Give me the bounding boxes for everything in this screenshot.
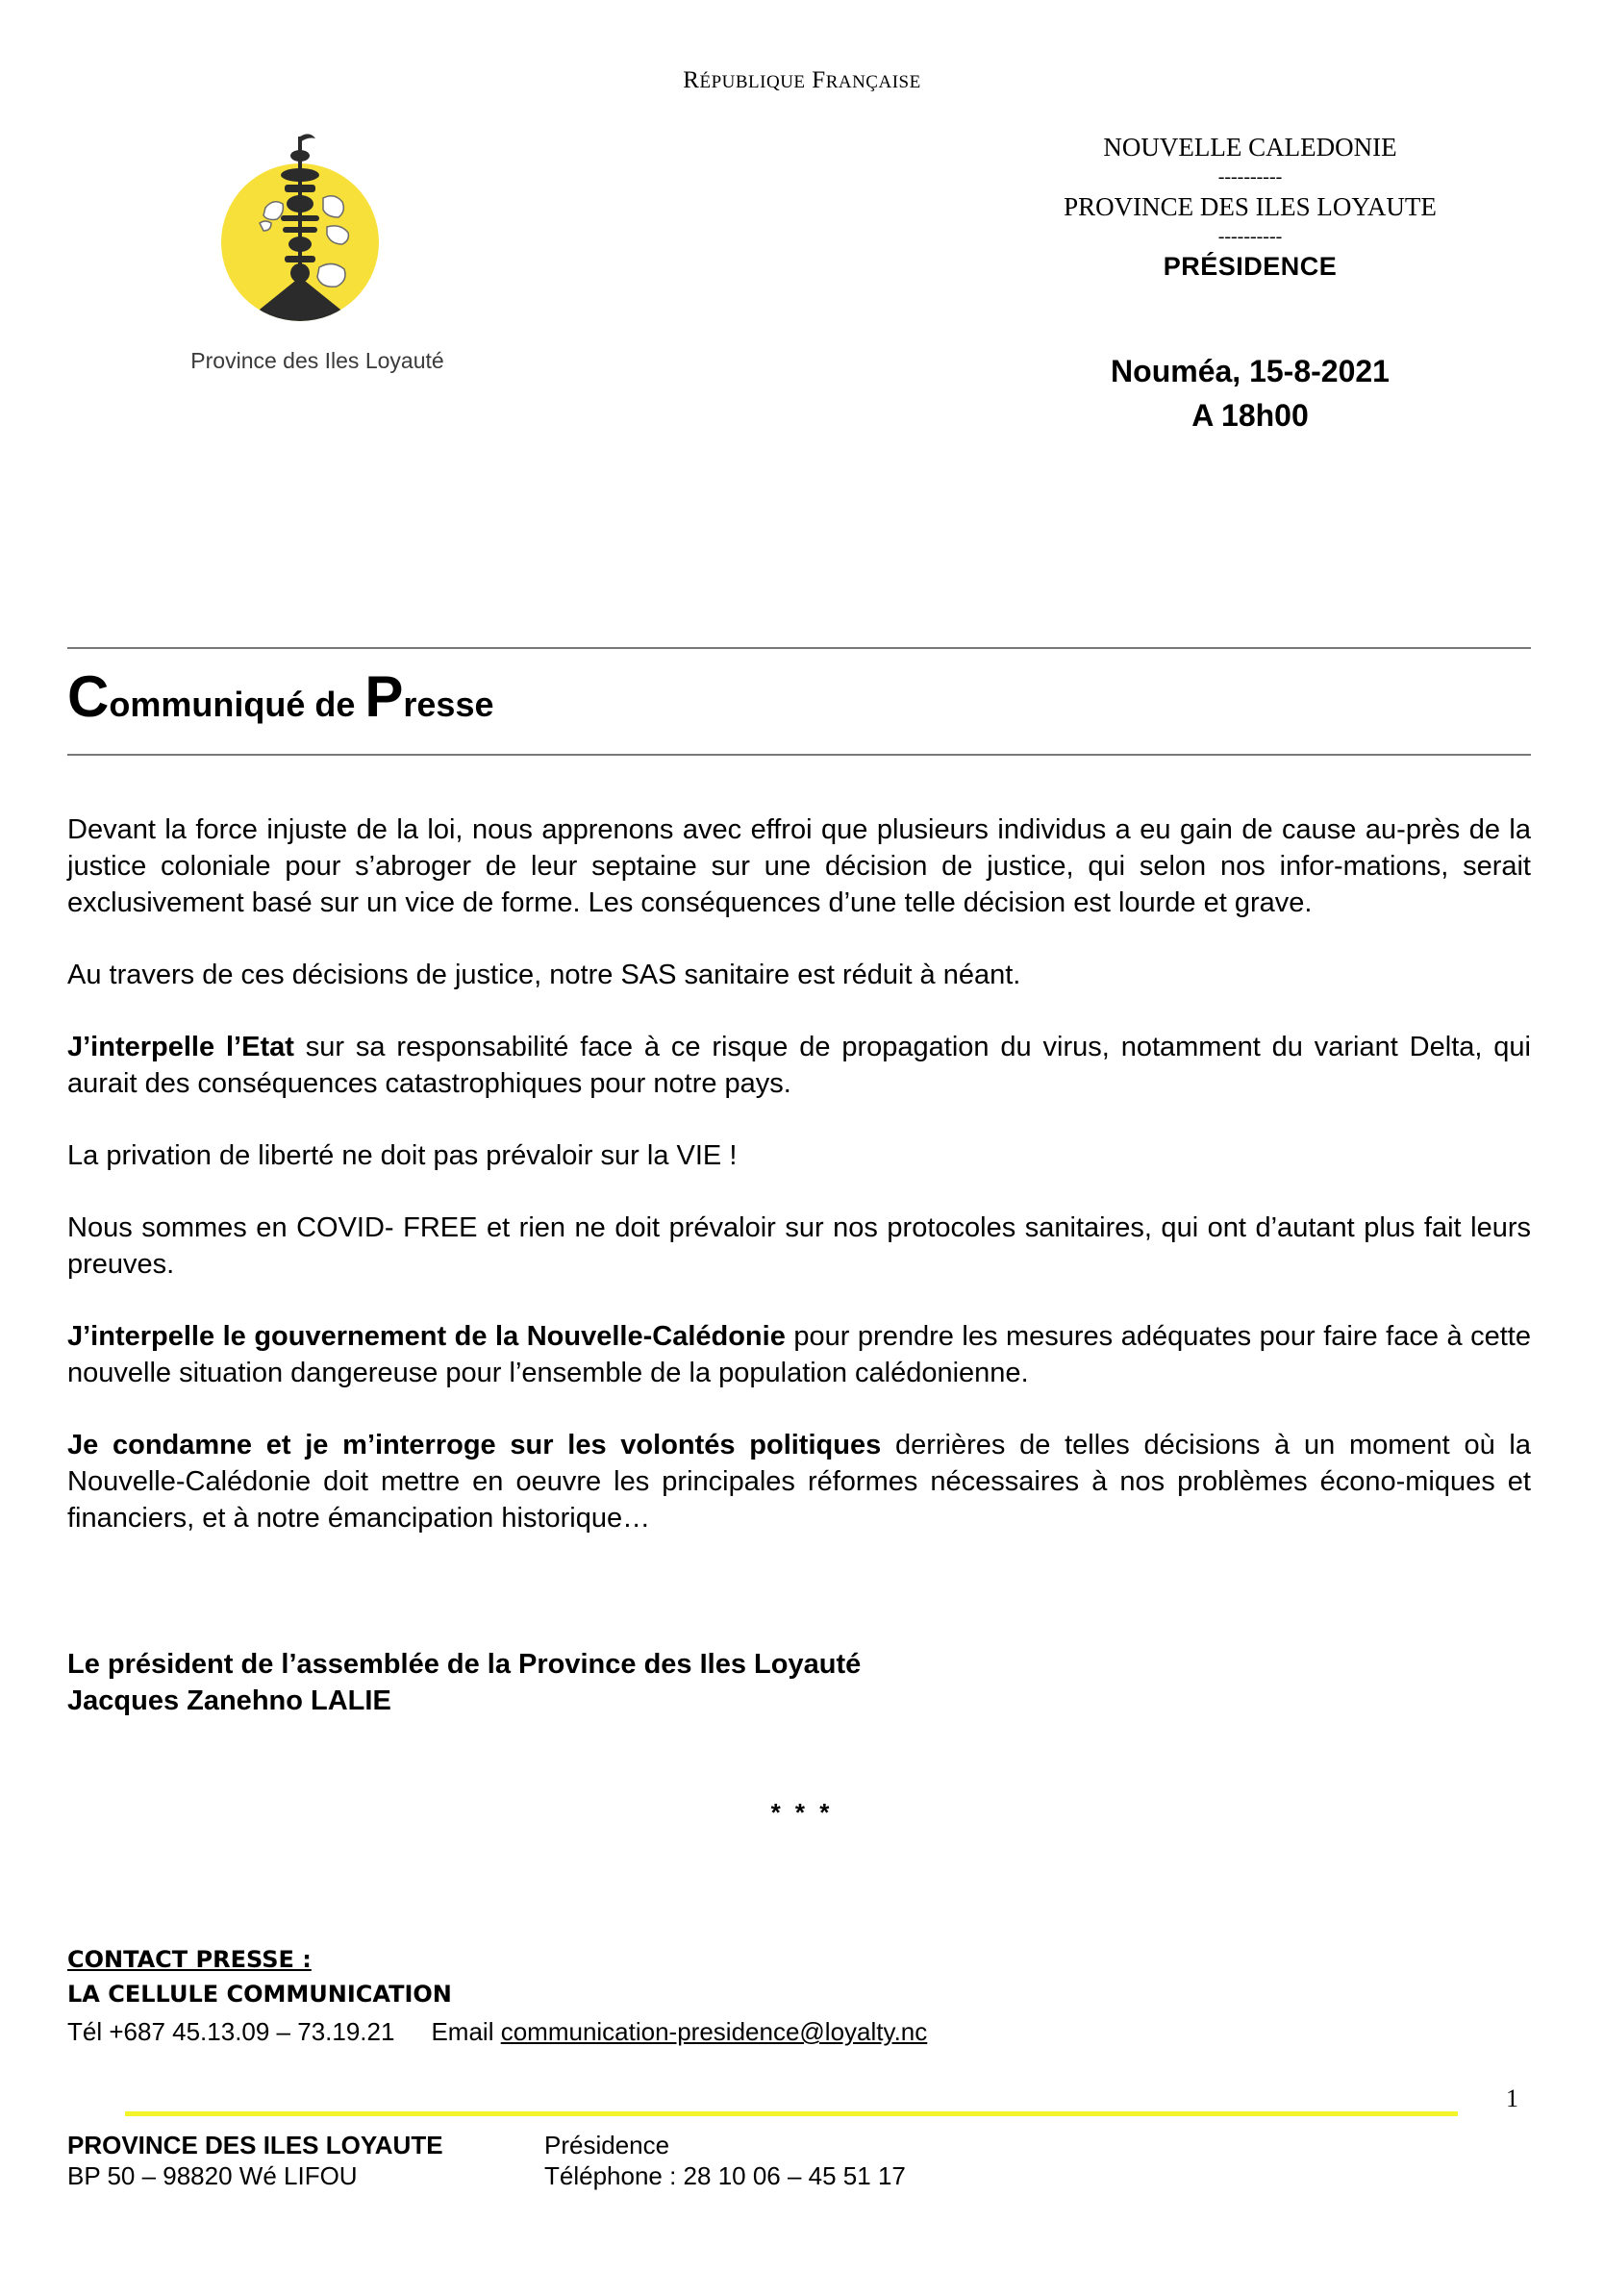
signature-block bbox=[67, 1646, 861, 1719]
paragraph: J’interpelle l’Etat sur sa responsabilité face à ce risque de propagation du virus, notamment du variant Delta, qui aurait des conséquences catastrophiques pour notre pays. bbox=[67, 1032, 1531, 1099]
contact-phone: Tél +687 45.13.09 – 73.19.21 bbox=[67, 2017, 395, 2046]
signature-name: Jacques Zanehno LALIE bbox=[67, 1685, 391, 1716]
logo-caption: Province des Iles Loyauté bbox=[190, 348, 444, 373]
paragraph: La privation de liberté ne doit pas prévaloir sur la VIE ! bbox=[67, 1140, 738, 1171]
province-label: PROVINCE DES ILES LOYAUTE bbox=[1064, 192, 1437, 221]
title-rule-top bbox=[67, 647, 1531, 649]
press-time: A 18h00 bbox=[1191, 398, 1309, 433]
contact-cell: LA CELLULE COMMUNICATION bbox=[67, 1981, 452, 2008]
contact-details bbox=[67, 2017, 927, 2047]
paragraph: Devant la force injuste de la loi, nous apprenons avec effroi que plusieurs individus a eu gain de cause au-près de la justice coloniale pour s’abroger de leur septaine sur une décision de justice, qui selon nos infor-mations, serait exclusivement basé sur un vice de forme. Les conséquences d’une telle décision est lourde et grave. bbox=[67, 814, 1531, 918]
header-separator: ---------- bbox=[1217, 226, 1283, 247]
email-link[interactable]: communication-presidence@loyalty.nc bbox=[500, 2017, 928, 2046]
footer-address: BP 50 – 98820 Wé LIFOU bbox=[67, 2161, 358, 2190]
header-separator: ---------- bbox=[1217, 166, 1283, 187]
republique-francaise-header: RÉPUBLIQUE FRANÇAISE bbox=[683, 67, 921, 93]
province-logo-emblem bbox=[192, 123, 442, 383]
presidence-label: PRÉSIDENCE bbox=[1163, 252, 1338, 281]
paragraph: Nous sommes en COVID- FREE et rien ne doit prévaloir sur nos protocoles sanitaires, qui ont d’autant plus fait leurs preuves. bbox=[67, 1212, 1531, 1280]
page-number: 1 bbox=[1506, 2084, 1518, 2112]
nouvelle-caledonie-label: NOUVELLE CALEDONIE bbox=[1103, 133, 1397, 162]
footer-department: Présidence bbox=[544, 2131, 670, 2159]
press-date: Nouméa, 15-8-2021 bbox=[1111, 354, 1390, 388]
footer-org-name: PROVINCE DES ILES LOYAUTE bbox=[67, 2131, 443, 2159]
press-release-body bbox=[67, 811, 1531, 1572]
paragraph: Je condamne et je m’interroge sur les volontés politiques derrières de telles décisions à un moment où la Nouvelle-Calédonie doit mettre en oeuvre les principales réformes nécessaires à nos problèmes écono-miques et financiers, et à notre émancipation historique… bbox=[67, 1430, 1531, 1534]
title-rule-bottom bbox=[67, 754, 1531, 756]
footer-phone: Téléphone : 28 10 06 – 45 51 17 bbox=[544, 2161, 906, 2190]
signature-title: Le président de l’assemblée de la Province des Iles Loyauté bbox=[67, 1649, 862, 1680]
page-title: Communiqué de Presse bbox=[67, 664, 494, 729]
footer-rule bbox=[125, 2111, 1458, 2116]
email-label: Email bbox=[431, 2017, 501, 2046]
province-logo bbox=[192, 123, 442, 383]
paragraph: J’interpelle le gouvernement de la Nouvelle-Calédonie pour prendre les mesures adéquates pour faire face à cette nouvelle situation dangereuse pour l’ensemble de la population calédonienne. bbox=[67, 1321, 1531, 1388]
paragraph: Au travers de ces décisions de justice, notre SAS sanitaire est réduit à néant. bbox=[67, 960, 1021, 990]
contact-heading: CONTACT PRESSE : bbox=[67, 1946, 312, 1973]
section-stars: * * * bbox=[770, 1798, 834, 1827]
